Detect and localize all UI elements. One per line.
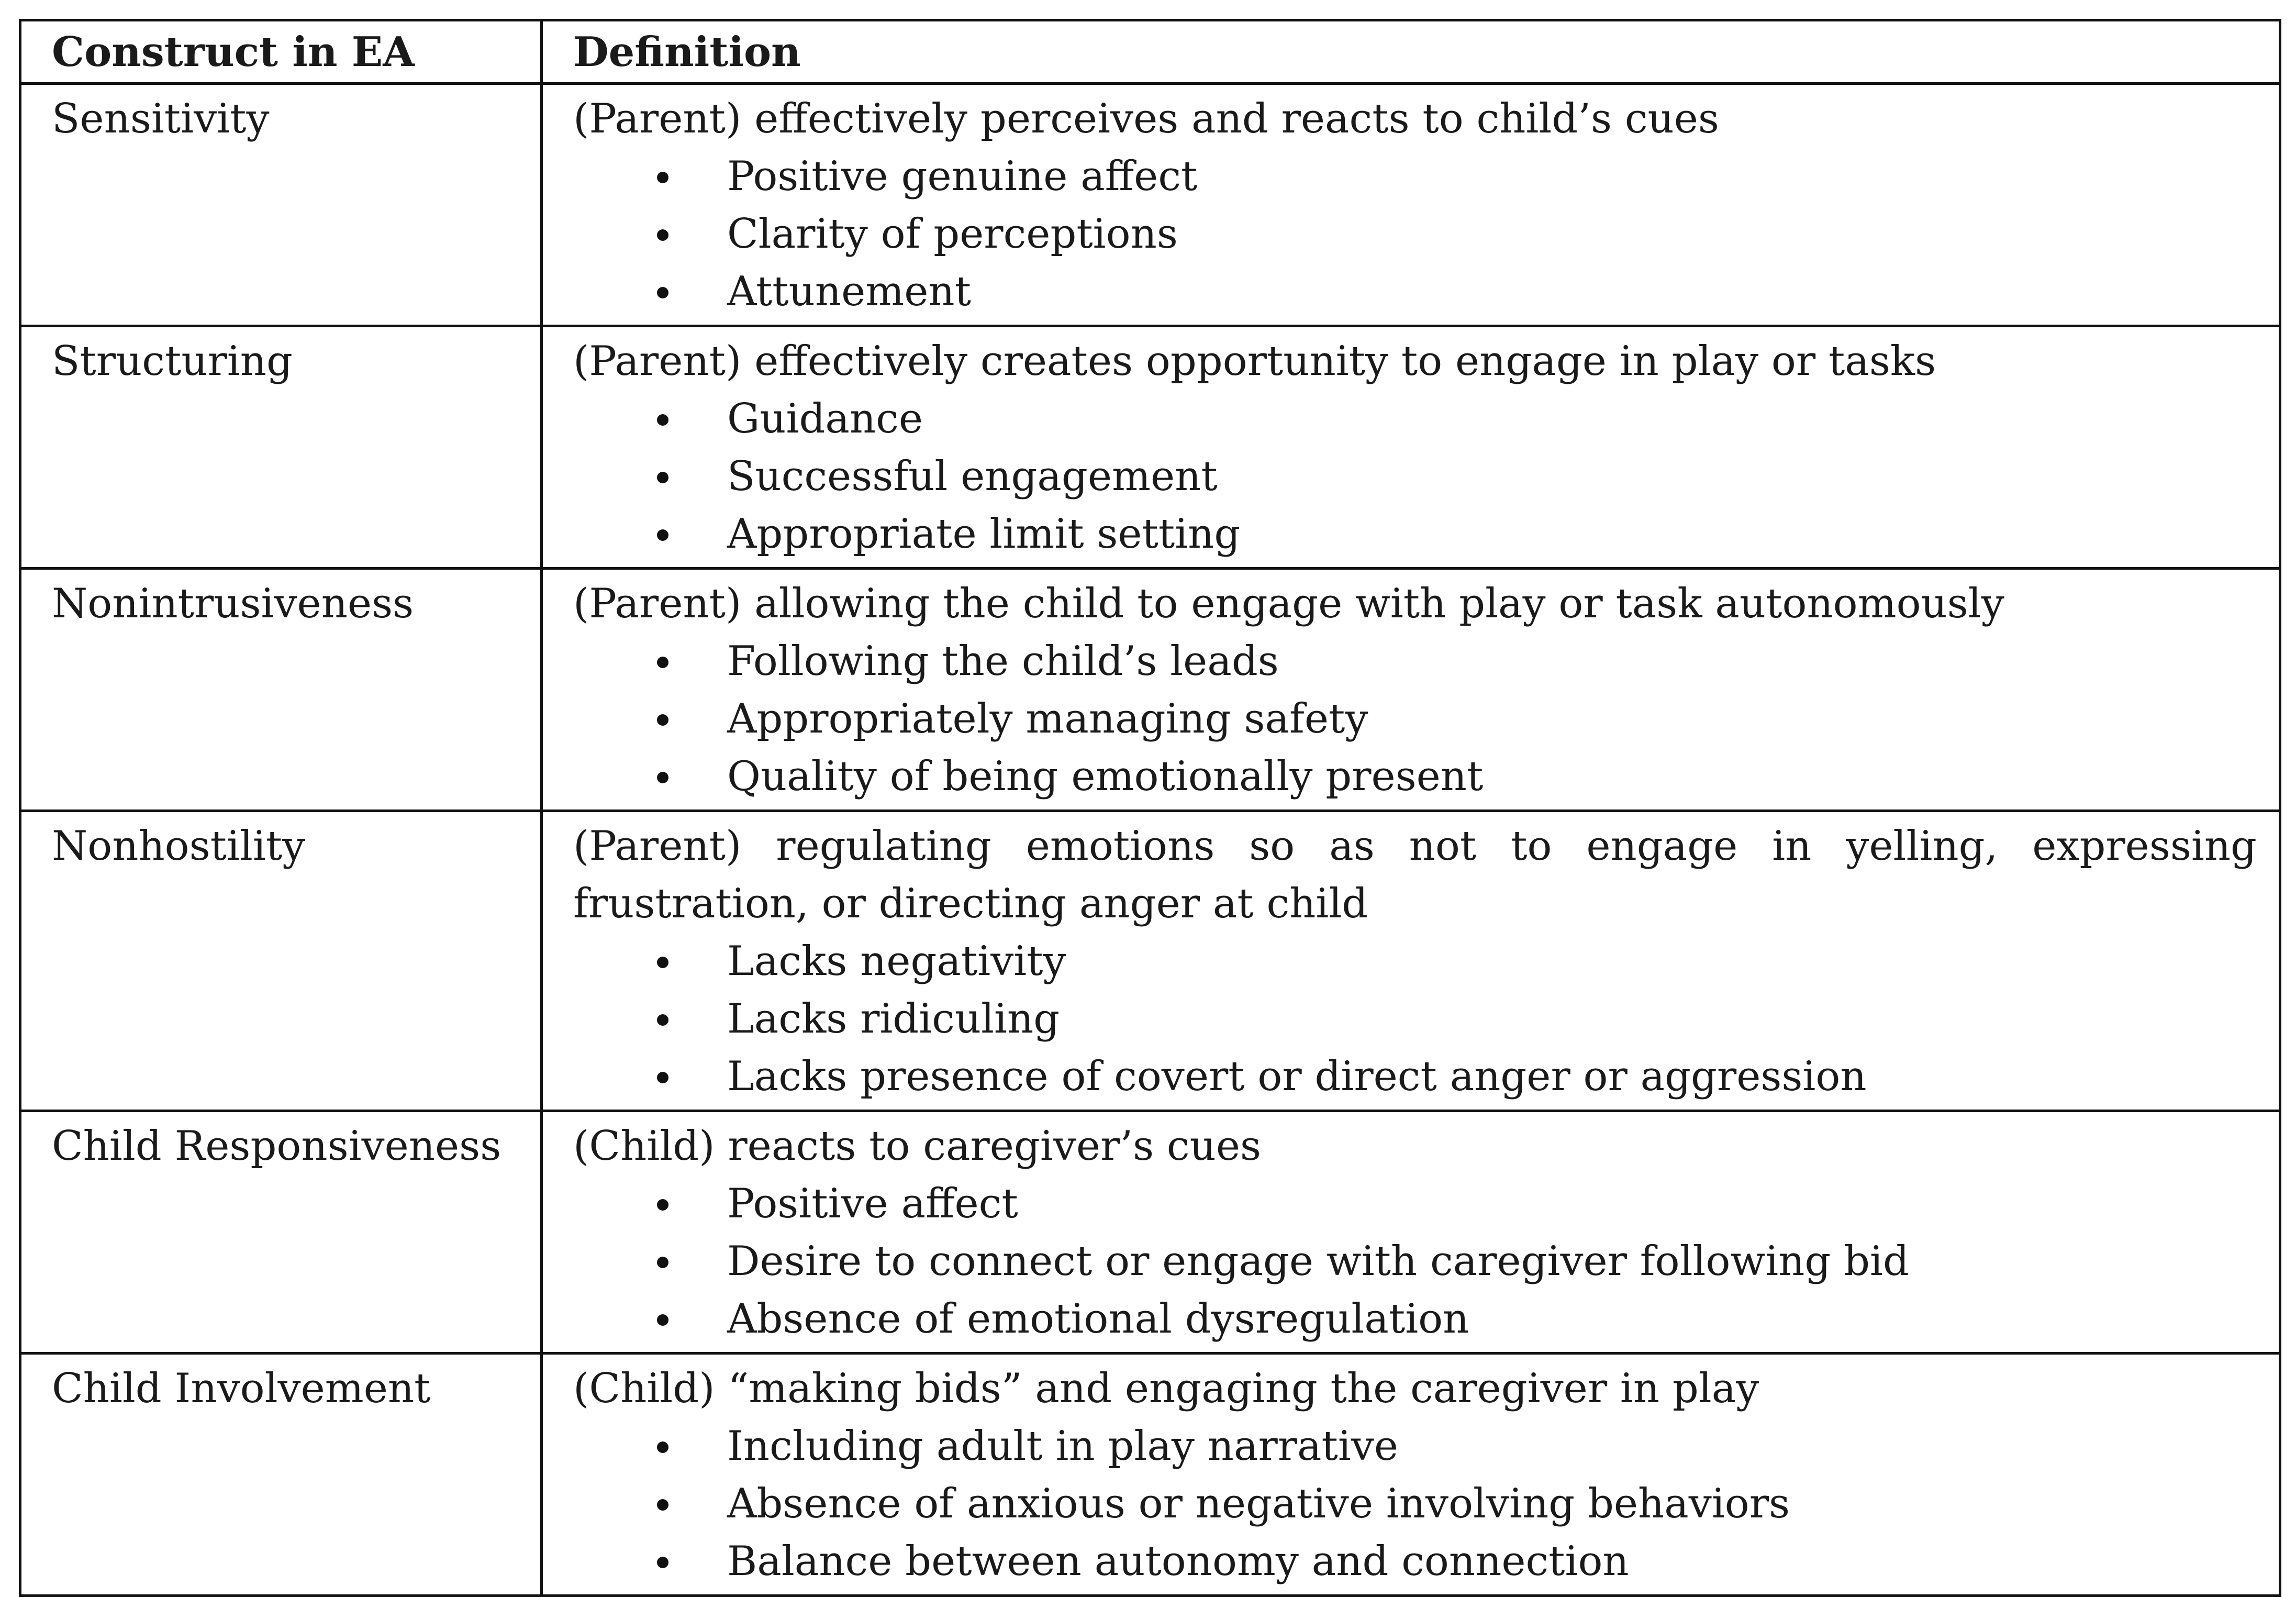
table-row: [20, 1354, 2280, 1596]
definition-text: (Child) reacts to caregiver’s cues: [573, 1123, 1262, 1170]
bullet-list: [573, 148, 2257, 320]
bullet-text: Lacks negativity: [727, 938, 1066, 985]
list-item: [573, 1175, 2257, 1233]
list-item: [573, 990, 2257, 1048]
bullet-icon: [657, 472, 668, 483]
bullet-text: Lacks ridiculing: [727, 995, 1060, 1043]
bullet-text: Absence of anxious or negative involving behaviors: [727, 1480, 1790, 1527]
construct-name: Sensitivity: [20, 84, 542, 326]
bullet-text: Appropriately managing safety: [727, 695, 1368, 742]
list-item: [573, 1048, 2257, 1105]
bullet-list: [573, 933, 2257, 1105]
bullet-list: [573, 633, 2257, 805]
bullet-list: [573, 1175, 2257, 1348]
ea-constructs-table-container: [19, 19, 2279, 1597]
definition-cell: [542, 811, 2280, 1111]
bullet-icon: [657, 772, 668, 783]
list-item: [573, 448, 2257, 505]
bullet-icon: [657, 957, 668, 968]
table-row: [20, 84, 2280, 326]
bullet-icon: [657, 1441, 668, 1453]
header-construct: Construct in EA: [20, 20, 542, 84]
definition-cell: [542, 1111, 2280, 1354]
bullet-icon: [657, 1199, 668, 1211]
bullet-icon: [657, 1557, 668, 1568]
bullet-list: [573, 390, 2257, 563]
header-definition: Definition: [542, 20, 2280, 84]
bullet-icon: [657, 657, 668, 668]
bullet-text: Lacks presence of covert or direct anger or aggression: [727, 1053, 1867, 1100]
bullet-list: [573, 1417, 2257, 1590]
bullet-text: Clarity of perceptions: [727, 210, 1178, 258]
definition-cell: [542, 326, 2280, 569]
bullet-text: Successful engagement: [727, 453, 1218, 500]
bullet-icon: [657, 229, 668, 241]
bullet-icon: [657, 1314, 668, 1326]
bullet-icon: [657, 529, 668, 541]
bullet-icon: [657, 714, 668, 726]
construct-name: Nonhostility: [20, 811, 542, 1111]
bullet-icon: [657, 172, 668, 183]
list-item: [573, 390, 2257, 448]
table-row: [20, 326, 2280, 569]
bullet-text: Quality of being emotionally present: [727, 753, 1484, 800]
list-item: [573, 148, 2257, 205]
ea-constructs-table: [19, 19, 2281, 1597]
bullet-text: Desire to connect or engage with caregiver following bid: [727, 1238, 1909, 1285]
list-item: [573, 263, 2257, 320]
bullet-text: Guidance: [727, 395, 923, 442]
table-row: [20, 1111, 2280, 1354]
bullet-icon: [657, 414, 668, 426]
list-item: [573, 1290, 2257, 1348]
list-item: [573, 505, 2257, 563]
list-item: [573, 1233, 2257, 1290]
bullet-text: Including adult in play narrative: [727, 1423, 1399, 1470]
construct-name: Nonintrusiveness: [20, 569, 542, 811]
construct-name: Child Involvement: [20, 1354, 542, 1596]
list-item: [573, 1417, 2257, 1475]
construct-name: Structuring: [20, 326, 542, 569]
list-item: [573, 633, 2257, 690]
definition-text: (Parent) effectively perceives and reacts to child’s cues: [573, 95, 1719, 142]
list-item: [573, 205, 2257, 263]
definition-text: (Child) “making bids” and engaging the caregiver in play: [573, 1365, 1759, 1412]
list-item: [573, 748, 2257, 805]
bullet-icon: [657, 1014, 668, 1026]
definition-text: (Parent) regulating emotions so as not to engage in yelling, expressing frustration, or directing anger at child: [573, 823, 2257, 927]
table-row: [20, 569, 2280, 811]
bullet-text: Balance between autonomy and connection: [727, 1538, 1629, 1585]
list-item: [573, 1533, 2257, 1590]
list-item: [573, 690, 2257, 748]
bullet-text: Following the child’s leads: [727, 638, 1279, 685]
definition-cell: [542, 84, 2280, 326]
bullet-icon: [657, 1072, 668, 1083]
bullet-text: Absence of emotional dysregulation: [727, 1295, 1469, 1343]
definition-cell: [542, 1354, 2280, 1596]
list-item: [573, 1475, 2257, 1533]
definition-cell: [542, 569, 2280, 811]
bullet-text: Positive genuine affect: [727, 153, 1198, 200]
header-row: [20, 20, 2280, 84]
definition-text: (Parent) allowing the child to engage with play or task autonomously: [573, 580, 2004, 627]
bullet-icon: [657, 287, 668, 298]
bullet-icon: [657, 1257, 668, 1268]
bullet-text: Positive affect: [727, 1180, 1018, 1227]
construct-name: Child Responsiveness: [20, 1111, 542, 1354]
bullet-text: Appropriate limit setting: [727, 511, 1241, 558]
bullet-text: Attunement: [727, 268, 971, 315]
bullet-icon: [657, 1499, 668, 1511]
table-row: [20, 811, 2280, 1111]
definition-text: (Parent) effectively creates opportunity to engage in play or tasks: [573, 338, 1936, 385]
list-item: [573, 933, 2257, 990]
